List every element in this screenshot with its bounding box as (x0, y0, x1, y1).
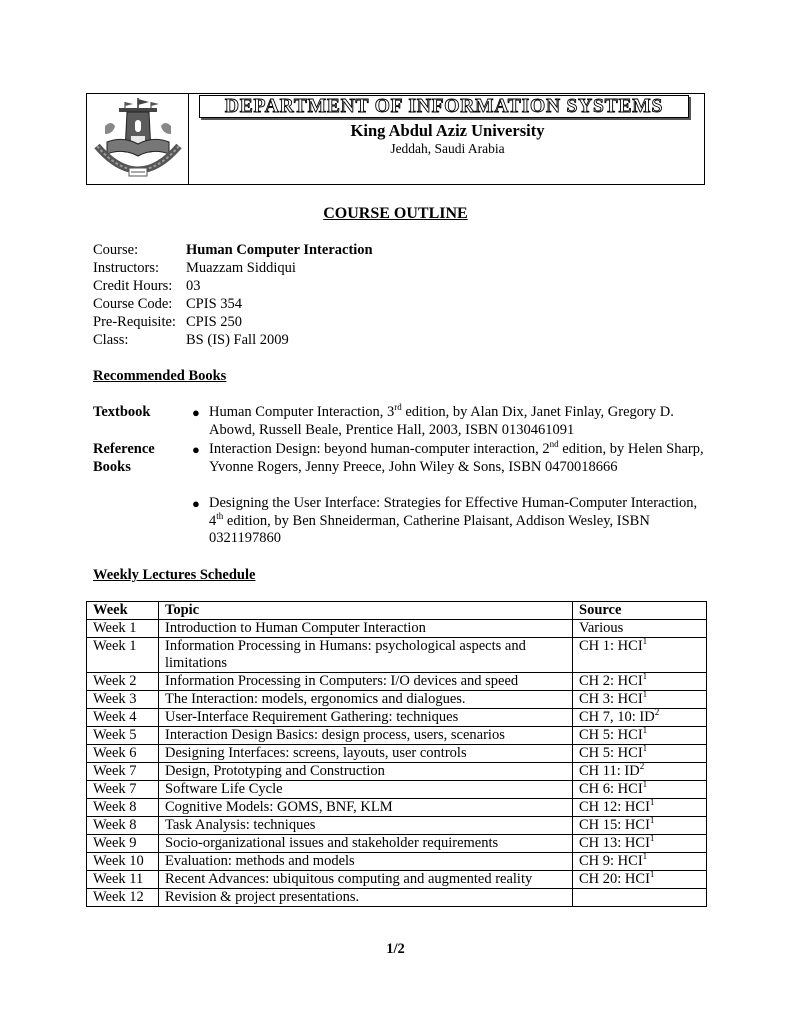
page-number: 1/2 (386, 941, 405, 957)
source-text: CH 15: HCI (579, 817, 650, 833)
topic-cell: Designing Interfaces: screens, layouts, user controls (159, 745, 573, 763)
source-cell (573, 835, 707, 853)
ordinal-suffix: nd (549, 439, 559, 450)
topic-cell: Revision & project presentations. (159, 889, 573, 907)
week-cell: Week 12 (87, 889, 159, 907)
source-cell (573, 673, 707, 691)
week-cell: Week 10 (87, 853, 159, 871)
footnote-marker: 1 (642, 689, 648, 700)
info-value: CPIS 354 (186, 296, 243, 312)
source-cell (573, 638, 707, 673)
course-outline-title: COURSE OUTLINE (323, 205, 468, 222)
table-row (87, 817, 707, 835)
topic-cell: Interaction Design Basics: design process, users, scenarios (159, 727, 573, 745)
week-cell: Week 1 (87, 638, 159, 673)
source-cell (573, 853, 707, 871)
info-label: Instructors: (93, 260, 160, 276)
table-row (87, 781, 707, 799)
topic-cell: The Interaction: models, ergonomics and dialogues. (159, 691, 573, 709)
source-cell (573, 620, 707, 638)
column-header-source: Source (573, 602, 707, 620)
source-text: Various (579, 620, 624, 636)
reference-label-line2: Books (93, 459, 131, 475)
course-info-course (93, 242, 373, 259)
source-text: CH 1: HCI (579, 638, 643, 654)
source-cell (573, 871, 707, 889)
footnote-marker: 2 (639, 761, 645, 772)
course-info-course-code (93, 296, 242, 313)
book-title: Designing the User Interface: Strategies for Effective Human-Computer Interaction, 4 (209, 495, 698, 529)
info-value: CPIS 250 (186, 314, 243, 330)
topic-cell: Introduction to Human Computer Interaction (159, 620, 573, 638)
info-value: Muazzam Siddiqui (186, 260, 296, 276)
source-cell (573, 781, 707, 799)
weekly-schedule-heading: Weekly Lectures Schedule (93, 567, 256, 583)
footnote-marker: 1 (642, 636, 648, 647)
department-title: DEPARTMENT OF INFORMATION SYSTEMS (199, 95, 689, 118)
info-label: Pre-Requisite: (93, 314, 176, 330)
table-row (87, 889, 707, 907)
source-text: CH 13: HCI (579, 835, 650, 851)
info-label: Credit Hours: (93, 278, 173, 294)
footnote-marker: 1 (642, 725, 648, 736)
topic-cell: Cognitive Models: GOMS, BNF, KLM (159, 799, 573, 817)
topic-cell: Recent Advances: ubiquitous computing and augmented reality (159, 871, 573, 889)
table-row (87, 691, 707, 709)
week-cell: Week 9 (87, 835, 159, 853)
topic-cell: Socio-organizational issues and stakeholder requirements (159, 835, 573, 853)
textbook-entry (209, 404, 704, 439)
source-text: CH 7, 10: ID (579, 709, 655, 725)
source-text: CH 9: HCI (579, 853, 643, 869)
source-cell (573, 745, 707, 763)
table-row (87, 799, 707, 817)
recommended-books-heading: Recommended Books (93, 368, 227, 384)
book-title: Human Computer Interaction, 3 (209, 404, 395, 420)
source-cell (573, 799, 707, 817)
source-cell (573, 889, 707, 907)
book-details: edition, by Alan Dix, Janet Finlay, Gregory D. Abowd, Russell Beale, Prentice Hall, 2003, ISBN 0130461091 (209, 404, 674, 438)
source-cell (573, 817, 707, 835)
column-header-week: Week (87, 602, 159, 620)
footnote-marker: 1 (649, 815, 655, 826)
footnote-marker: 2 (654, 707, 660, 718)
week-cell: Week 8 (87, 799, 159, 817)
footnote-marker: 1 (649, 833, 655, 844)
topic-cell: Information Processing in Computers: I/O devices and speed (159, 673, 573, 691)
reference-label-line1: Reference (93, 441, 155, 457)
logo-cell (87, 94, 189, 184)
table-row (87, 853, 707, 871)
university-location: Jeddah, Saudi Arabia (390, 141, 505, 156)
source-text: CH 5: HCI (579, 745, 643, 761)
source-text: CH 3: HCI (579, 691, 643, 707)
bullet-icon: ● (192, 405, 200, 420)
topic-cell: User-Interface Requirement Gathering: techniques (159, 709, 573, 727)
footnote-marker: 1 (649, 869, 655, 880)
source-text: CH 12: HCI (579, 799, 650, 815)
week-cell: Week 4 (87, 709, 159, 727)
topic-cell: Design, Prototyping and Construction (159, 763, 573, 781)
source-text: CH 6: HCI (579, 781, 643, 797)
week-cell: Week 2 (87, 673, 159, 691)
table-row (87, 763, 707, 781)
course-info-instructors (93, 260, 296, 277)
week-cell: Week 3 (87, 691, 159, 709)
week-cell: Week 7 (87, 763, 159, 781)
week-cell: Week 7 (87, 781, 159, 799)
table-row (87, 673, 707, 691)
info-label: Class: (93, 332, 129, 348)
table-row (87, 871, 707, 889)
header-box (86, 93, 705, 185)
info-value: 03 (186, 278, 201, 294)
table-row (87, 638, 707, 673)
bullet-icon: ● (192, 496, 200, 511)
week-cell: Week 11 (87, 871, 159, 889)
source-text: CH 11: ID (579, 763, 640, 779)
reference-book-2 (209, 495, 704, 548)
info-label: Course Code: (93, 296, 173, 312)
course-info-credit-hours (93, 278, 201, 295)
table-row (87, 709, 707, 727)
table-row (87, 835, 707, 853)
info-label: Course: (93, 242, 139, 258)
topic-cell: Evaluation: methods and models (159, 853, 573, 871)
table-row (87, 745, 707, 763)
book-details: edition, by Ben Shneiderman, Catherine Plaisant, Addison Wesley, ISBN 0321197860 (209, 512, 650, 546)
table-row (87, 727, 707, 745)
source-cell (573, 709, 707, 727)
info-value: Human Computer Interaction (186, 242, 373, 258)
table-header-row (87, 602, 707, 620)
source-cell (573, 691, 707, 709)
ordinal-suffix: th (216, 510, 224, 521)
source-text: CH 20: HCI (579, 871, 650, 887)
textbook-label: Textbook (93, 404, 151, 420)
course-info-prerequisite (93, 314, 242, 331)
book-details: edition, by Helen Sharp, Yvonne Rogers, Jenny Preece, John Wiley & Sons, ISBN 0470018666 (209, 441, 704, 475)
topic-cell: Software Life Cycle (159, 781, 573, 799)
footnote-marker: 1 (642, 743, 648, 754)
book-title: Interaction Design: beyond human-computer interaction, 2 (209, 441, 550, 457)
footnote-marker: 1 (642, 671, 648, 682)
footnote-marker: 1 (642, 851, 648, 862)
ordinal-suffix: rd (394, 402, 402, 413)
column-header-topic: Topic (159, 602, 573, 620)
topic-cell: Task Analysis: techniques (159, 817, 573, 835)
course-info-class (93, 332, 289, 349)
footnote-marker: 1 (649, 797, 655, 808)
bullet-icon: ● (192, 442, 200, 457)
source-text: CH 2: HCI (579, 673, 643, 689)
schedule-table (86, 601, 707, 907)
source-cell (573, 763, 707, 781)
university-name: King Abdul Aziz University (350, 121, 545, 140)
info-value: BS (IS) Fall 2009 (186, 332, 289, 348)
source-cell (573, 727, 707, 745)
source-text: CH 5: HCI (579, 727, 643, 743)
week-cell: Week 5 (87, 727, 159, 745)
footnote-marker: 1 (642, 779, 648, 790)
reference-book-1 (209, 441, 704, 476)
week-cell: Week 8 (87, 817, 159, 835)
university-seal-icon (91, 96, 185, 182)
week-cell: Week 1 (87, 620, 159, 638)
table-row (87, 620, 707, 638)
week-cell: Week 6 (87, 745, 159, 763)
topic-cell: Information Processing in Humans: psychological aspects and limitations (159, 638, 573, 673)
